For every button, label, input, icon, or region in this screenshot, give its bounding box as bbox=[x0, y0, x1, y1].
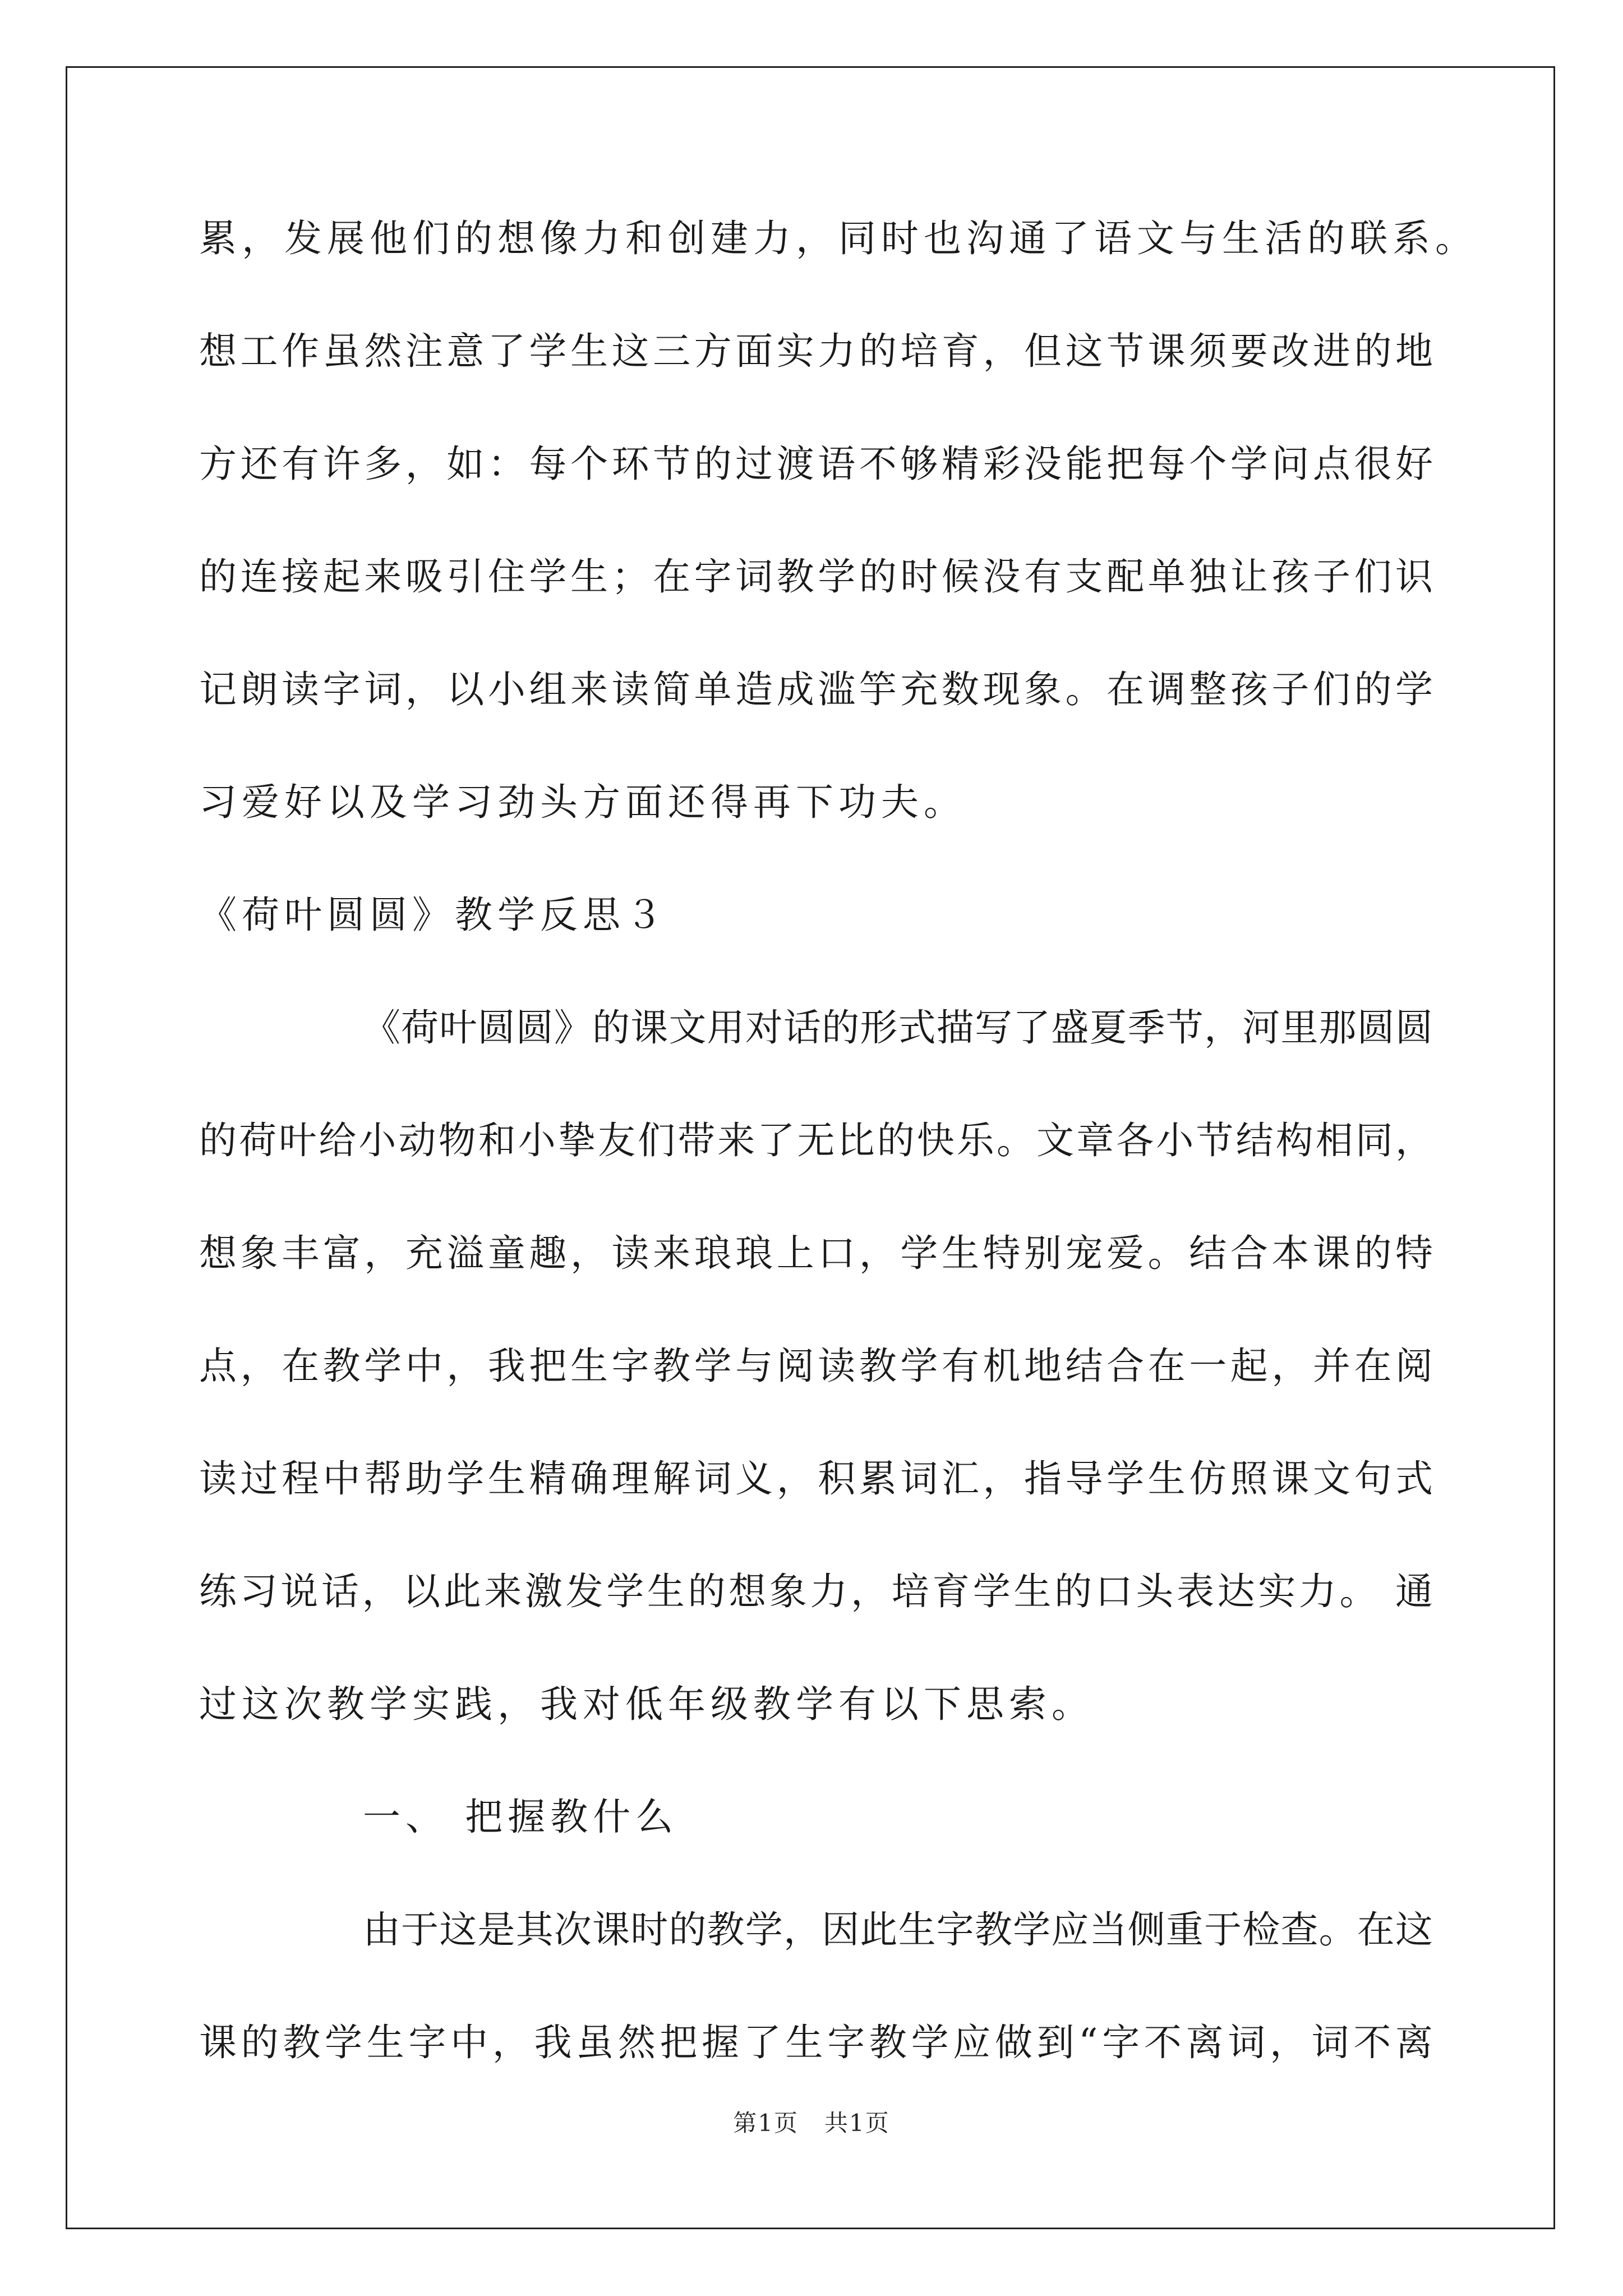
text-line: 读过程中帮助学生精确理解词义，积累词汇，指导学生仿照课文句式 bbox=[199, 1457, 1433, 1501]
text-line: 记朗读字词，以小组来读简单造成滥竽充数现象。在调整孩子们的学 bbox=[199, 668, 1433, 711]
text-line: 点，在教学中，我把生字教学与阅读教学有机地结合在一起，并在阅 bbox=[199, 1344, 1433, 1388]
text-line: 《荷叶圆圆》的课文用对话的形式描写了盛夏季节，河里那圆圆 bbox=[363, 1006, 1433, 1050]
text-line: 方还有许多，如：每个环节的过渡语不够精彩没能把每个学问点很好 bbox=[199, 442, 1433, 486]
text-line: 想象丰富，充溢童趣，读来琅琅上口，学生特别宠爱。结合本课的特 bbox=[199, 1231, 1433, 1275]
text-line: 过这次教学实践，我对低年级教学有以下思索。 bbox=[199, 1682, 1094, 1726]
text-line: 累，发展他们的想像力和创建力，同时也沟通了语文与生活的联系。 bbox=[199, 217, 1478, 260]
text-line: 的荷叶给小动物和小挚友们带来了无比的快乐。文章各小节结构相同， bbox=[199, 1119, 1433, 1162]
text-line: 的连接起来吸引住学生；在字词教学的时候没有支配单独让孩子们识 bbox=[199, 555, 1433, 599]
text-line: 由于这是其次课时的教学，因此生字教学应当侧重于检查。在这 bbox=[363, 1908, 1433, 1952]
text-line: 习爱好以及学习劲头方面还得再下功夫。 bbox=[199, 780, 966, 824]
text-line: 想工作虽然注意了学生这三方面实力的培育，但这节课须要改进的地 bbox=[199, 329, 1433, 373]
text-line: 练习说话，以此来激发学生的想象力，培育学生的口头表达实力。 通 bbox=[199, 1570, 1433, 1613]
section-heading: 《荷叶圆圆》教学反思３ bbox=[199, 893, 668, 937]
text-line: 课的教学生字中，我虽然把握了生字教学应做到“字不离词，词不离 bbox=[199, 2021, 1433, 2064]
text-line: 一、 把握教什么 bbox=[363, 1795, 679, 1839]
page-footer: 第1页 共1页 bbox=[733, 2109, 890, 2137]
